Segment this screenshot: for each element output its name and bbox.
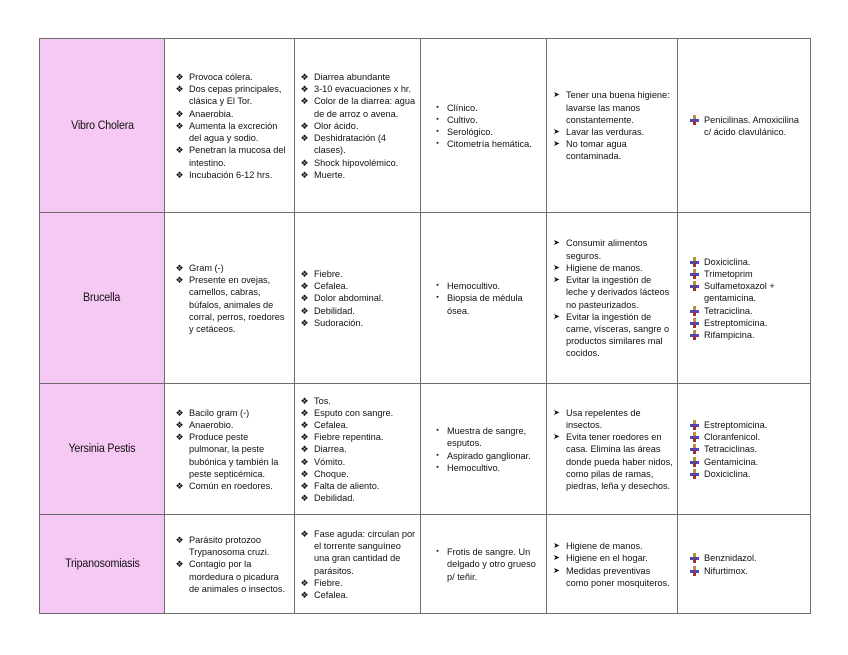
list-item-text: Estreptomicina.	[704, 419, 768, 430]
table-row	[40, 515, 811, 614]
list-item	[173, 262, 290, 274]
features-cell	[165, 213, 295, 384]
diamond-bullet-icon: ❖	[175, 432, 184, 443]
list-item	[173, 431, 290, 480]
list-item-text: Gentamicina.	[704, 456, 759, 467]
diamond-bullet-icon: ❖	[300, 432, 309, 443]
list-item	[688, 468, 806, 480]
list-item-text: Tetraciclina.	[704, 305, 753, 316]
bullet-list	[550, 407, 673, 492]
bullet-list	[688, 552, 806, 576]
list-item	[431, 292, 542, 316]
list-item-text: Incubación 6-12 hrs.	[189, 169, 273, 180]
list-item	[688, 565, 806, 577]
list-item-text: Parásito protozoo Trypanosoma cruzi.	[189, 534, 270, 558]
list-item-text: Higiene de manos.	[566, 262, 643, 273]
diamond-bullet-icon: ❖	[300, 444, 309, 455]
list-item	[298, 120, 416, 132]
list-item-text: Bacilo gram (-)	[189, 407, 250, 418]
treatment-cell	[678, 213, 811, 384]
list-item	[173, 83, 290, 107]
list-item-text: Tetraciclinas.	[704, 444, 758, 455]
list-item-text: Nifurtimox.	[704, 565, 748, 576]
list-item	[688, 280, 806, 304]
list-item-text: Usa repelentes de insectos.	[566, 407, 641, 430]
diamond-bullet-icon: ❖	[300, 456, 309, 467]
diamond-bullet-icon: ❖	[175, 481, 184, 491]
diamond-bullet-icon: ❖	[300, 528, 309, 539]
list-item	[298, 431, 416, 443]
diamond-bullet-icon: ❖	[300, 281, 309, 292]
square-bullet-icon: ▪	[436, 140, 439, 148]
list-item	[431, 138, 542, 150]
square-bullet-icon: ▪	[436, 451, 439, 459]
square-bullet-icon: ▪	[436, 463, 439, 471]
diamond-bullet-icon: ❖	[300, 468, 309, 479]
diamond-bullet-icon: ❖	[300, 72, 309, 83]
bullet-list	[431, 280, 542, 317]
list-item	[688, 317, 806, 329]
list-item	[550, 431, 673, 492]
list-item-text: Común en roedores.	[189, 481, 273, 491]
prevention-cell	[547, 515, 678, 614]
diamond-bullet-icon: ❖	[175, 262, 184, 273]
list-item	[550, 262, 673, 274]
treatment-cell	[678, 384, 811, 515]
list-item-text: Trimetoprim	[704, 268, 753, 279]
list-item	[550, 237, 673, 261]
list-item-text: Penetran la mucosa del intestino.	[189, 145, 286, 168]
list-item-text: Sudoración.	[314, 317, 364, 328]
disease-name: Tripanosomiasis	[64, 556, 140, 571]
list-item	[688, 305, 806, 317]
list-item-text: Contagio por la mordedura o picadura de animales o insectos.	[189, 559, 286, 594]
arrow-bullet-icon: ➤	[553, 311, 560, 321]
bullet-list	[173, 407, 290, 492]
list-item-text: Tener una buena higiene: lavarse las manos constantemente.	[566, 90, 670, 125]
diamond-bullet-icon: ❖	[175, 534, 184, 545]
square-bullet-icon: ▪	[436, 294, 439, 302]
square-bullet-icon: ▪	[436, 427, 439, 435]
arrow-bullet-icon: ➤	[553, 238, 560, 248]
list-item	[298, 395, 416, 407]
list-item-text: Hemocultivo.	[447, 462, 501, 473]
list-item-text: Biopsia de médula ósea.	[447, 293, 523, 316]
square-bullet-icon: ▪	[436, 128, 439, 135]
list-item-text: Fiebre.	[314, 577, 343, 588]
list-item-text: Clínico.	[447, 102, 478, 113]
list-item	[298, 83, 416, 95]
list-item-text: Aspirado ganglionar.	[447, 450, 531, 461]
list-item-text: Citometría hemática.	[447, 139, 532, 150]
list-item	[550, 126, 673, 138]
disease-table-body	[40, 39, 811, 614]
square-bullet-icon: ▪	[436, 103, 439, 111]
diagnosis-cell	[421, 384, 547, 515]
bullet-list	[173, 71, 290, 181]
list-item-text: Color de la diarrea: agua de de arroz o avena.	[314, 96, 416, 119]
list-item	[550, 311, 673, 360]
list-item-text: Anaerobio.	[189, 419, 234, 430]
list-item-text: Falta de aliento.	[314, 481, 380, 491]
medication-cross-icon	[688, 565, 701, 579]
list-item-text: Deshidratación (4 clases).	[314, 133, 387, 156]
list-item	[298, 317, 416, 329]
diamond-bullet-icon: ❖	[300, 577, 309, 588]
features-cell	[165, 515, 295, 614]
list-item-text: Doxiciclina.	[704, 256, 751, 267]
diamond-bullet-icon: ❖	[300, 481, 309, 491]
list-item-text: Aumenta la excreción del agua y sodio.	[189, 120, 278, 144]
list-item-text: Evita tener roedores en casa. Elimina las áreas donde pueda haber nidos, como pilas de ramas, piedras, leña y desechos.	[566, 432, 673, 491]
list-item-text: 3-10 evacuaciones x hr.	[314, 84, 412, 95]
list-item-text: Muestra de sangre, esputos.	[447, 426, 527, 449]
diamond-bullet-icon: ❖	[175, 84, 184, 95]
disease-name: Vibro Cholera	[70, 117, 134, 132]
list-item	[298, 480, 416, 492]
medication-cross-icon	[688, 114, 701, 128]
bullet-list	[688, 114, 806, 138]
list-item-text: Debilidad.	[314, 305, 355, 316]
list-item-text: Cefalea.	[314, 419, 349, 430]
disease-name: Brucella	[83, 290, 121, 305]
prevention-cell	[547, 384, 678, 515]
list-item	[173, 144, 290, 168]
list-item-text: Consumir alimentos seguros.	[566, 238, 648, 261]
list-item	[298, 407, 416, 419]
list-item-text: Fase aguda: circulan por el torrente sanguíneo una gran cantidad de parásitos.	[314, 528, 416, 576]
bullet-list	[688, 256, 806, 341]
square-bullet-icon: ▪	[436, 282, 439, 290]
medication-cross-icon	[688, 329, 701, 343]
arrow-bullet-icon: ➤	[553, 275, 560, 285]
diamond-bullet-icon: ❖	[300, 120, 309, 131]
list-item-text: Fiebre.	[314, 268, 343, 279]
list-item	[550, 565, 673, 589]
list-item-text: Rifampicina.	[704, 330, 755, 340]
list-item	[173, 558, 290, 595]
list-item	[298, 443, 416, 455]
medication-cross-icon	[688, 280, 701, 294]
bullet-list	[298, 268, 416, 329]
diagnosis-cell	[421, 39, 547, 213]
list-item	[431, 546, 542, 583]
bullet-list	[550, 540, 673, 589]
symptoms-cell	[295, 515, 421, 614]
list-item-text: No tomar agua contaminada.	[566, 139, 627, 162]
medication-cross-icon	[688, 468, 701, 482]
disease-name-cell	[40, 515, 165, 614]
list-item-text: Debilidad.	[314, 493, 355, 504]
list-item	[550, 89, 673, 126]
diamond-bullet-icon: ❖	[300, 493, 309, 504]
treatment-cell	[678, 515, 811, 614]
list-item	[298, 468, 416, 480]
arrow-bullet-icon: ➤	[553, 553, 560, 563]
list-item	[173, 534, 290, 558]
diamond-bullet-icon: ❖	[300, 317, 309, 328]
list-item	[173, 71, 290, 83]
list-item	[688, 443, 806, 455]
list-item-text: Muerte.	[314, 169, 346, 180]
diamond-bullet-icon: ❖	[300, 96, 309, 107]
list-item	[298, 528, 416, 577]
symptoms-cell	[295, 39, 421, 213]
list-item	[298, 589, 416, 601]
list-item-text: Shock hipovolémico.	[314, 157, 399, 168]
list-item-text: Diarrea abundante	[314, 72, 391, 83]
list-item-text: Provoca cólera.	[189, 72, 253, 83]
list-item	[173, 120, 290, 144]
list-item	[688, 419, 806, 431]
list-item	[431, 126, 542, 138]
list-item-text: Vómito.	[314, 456, 346, 467]
list-item	[688, 114, 806, 138]
list-item-text: Fiebre repentina.	[314, 432, 384, 443]
list-item-text: Hemocultivo.	[447, 281, 501, 292]
list-item	[298, 305, 416, 317]
arrow-bullet-icon: ➤	[553, 90, 560, 100]
list-item	[688, 329, 806, 341]
list-item	[550, 274, 673, 311]
list-item	[431, 114, 542, 126]
list-item-text: Evitar la ingestión de leche y derivados lácteos no pasteurizados.	[566, 275, 670, 310]
list-item	[298, 292, 416, 304]
list-item	[298, 95, 416, 119]
arrow-bullet-icon: ➤	[553, 407, 560, 417]
list-item	[688, 256, 806, 268]
list-item	[173, 480, 290, 492]
list-item	[173, 169, 290, 181]
features-cell	[165, 39, 295, 213]
bullet-list	[298, 395, 416, 505]
diamond-bullet-icon: ❖	[175, 419, 184, 430]
symptoms-cell	[295, 213, 421, 384]
list-item	[688, 268, 806, 280]
list-item-text: Cefalea.	[314, 281, 349, 292]
list-item	[298, 132, 416, 156]
features-cell	[165, 384, 295, 515]
list-item	[688, 456, 806, 468]
list-item	[431, 450, 542, 462]
diamond-bullet-icon: ❖	[175, 120, 184, 131]
list-item-text: Frotis de sangre. Un delgado y otro grueso p/ teñir.	[447, 547, 536, 582]
list-item	[298, 169, 416, 181]
bullet-list	[431, 425, 542, 474]
bullet-list	[550, 89, 673, 162]
list-item-text: Benznidazol.	[704, 553, 757, 564]
list-item-text: Choque.	[314, 468, 349, 479]
diamond-bullet-icon: ❖	[300, 157, 309, 168]
list-item-text: Doxiciclina.	[704, 468, 751, 479]
diamond-bullet-icon: ❖	[175, 169, 184, 180]
list-item	[298, 268, 416, 280]
diamond-bullet-icon: ❖	[175, 145, 184, 156]
disease-name-cell	[40, 213, 165, 384]
list-item	[173, 274, 290, 335]
diamond-bullet-icon: ❖	[175, 275, 184, 286]
square-bullet-icon: ▪	[436, 548, 439, 556]
list-item-text: Gram (-)	[189, 262, 224, 273]
list-item	[431, 102, 542, 114]
arrow-bullet-icon: ➤	[553, 262, 560, 272]
list-item	[298, 492, 416, 504]
list-item-text: Cefalea.	[314, 589, 349, 600]
diamond-bullet-icon: ❖	[300, 305, 309, 316]
treatment-cell	[678, 39, 811, 213]
diamond-bullet-icon: ❖	[175, 407, 184, 418]
symptoms-cell	[295, 384, 421, 515]
arrow-bullet-icon: ➤	[553, 139, 560, 149]
bullet-list	[298, 528, 416, 601]
list-item-text: Presente en ovejas, camellos, cabras, búfalos, animales de corral, perros, roedores y cetáceos.	[189, 275, 285, 334]
bullet-list	[550, 237, 673, 359]
bullet-list	[298, 71, 416, 181]
bullet-list	[173, 534, 290, 595]
diamond-bullet-icon: ❖	[300, 407, 309, 418]
diamond-bullet-icon: ❖	[300, 84, 309, 95]
list-item	[298, 71, 416, 83]
disease-table	[39, 38, 811, 614]
square-bullet-icon: ▪	[436, 115, 439, 123]
bullet-list	[173, 262, 290, 335]
bullet-list	[431, 546, 542, 583]
prevention-cell	[547, 213, 678, 384]
list-item-text: Sulfametoxazol + gentamicina.	[704, 281, 775, 304]
list-item-text: Lavar las verduras.	[566, 127, 645, 137]
list-item-text: Dos cepas principales, clásica y El Tor.	[189, 84, 282, 107]
table-row	[40, 39, 811, 213]
list-item-text: Produce peste pulmonar, la peste bubónica y también la peste septicémica.	[189, 432, 279, 479]
list-item-text: Dolor abdominal.	[314, 293, 384, 304]
diamond-bullet-icon: ❖	[300, 395, 309, 406]
list-item-text: Evitar la ingestión de carne, vísceras, sangre o productos similares mal cocidos.	[566, 311, 670, 359]
diamond-bullet-icon: ❖	[300, 169, 309, 180]
list-item-text: Tos.	[314, 395, 331, 406]
list-item-text: Estreptomicina.	[704, 317, 768, 328]
list-item-text: Esputo con sangre.	[314, 407, 394, 418]
list-item-text: Medidas preventivas como poner mosquiteros.	[566, 565, 670, 588]
arrow-bullet-icon: ➤	[553, 127, 560, 136]
list-item-text: Cultivo.	[447, 114, 478, 125]
diamond-bullet-icon: ❖	[300, 293, 309, 304]
list-item	[173, 108, 290, 120]
list-item	[298, 280, 416, 292]
list-item	[298, 419, 416, 431]
arrow-bullet-icon: ➤	[553, 432, 560, 442]
disease-name-cell	[40, 39, 165, 213]
arrow-bullet-icon: ➤	[553, 565, 560, 575]
list-item	[550, 138, 673, 162]
list-item	[688, 431, 806, 443]
list-item	[173, 407, 290, 419]
diagnosis-cell	[421, 213, 547, 384]
table-row	[40, 384, 811, 515]
diamond-bullet-icon: ❖	[300, 589, 309, 600]
list-item	[298, 157, 416, 169]
list-item-text: Higiene de manos.	[566, 541, 643, 552]
arrow-bullet-icon: ➤	[553, 541, 560, 551]
list-item-text: Higiene en el hogar.	[566, 553, 648, 564]
diamond-bullet-icon: ❖	[175, 559, 184, 570]
diagnosis-cell	[421, 515, 547, 614]
list-item	[298, 456, 416, 468]
list-item-text: Anaerobia.	[189, 108, 234, 119]
table-row	[40, 213, 811, 384]
list-item	[688, 552, 806, 564]
prevention-cell	[547, 39, 678, 213]
list-item	[431, 280, 542, 292]
list-item	[298, 577, 416, 589]
diamond-bullet-icon: ❖	[300, 133, 309, 144]
disease-name-cell	[40, 384, 165, 515]
list-item	[550, 407, 673, 431]
list-item-text: Serológico.	[447, 127, 493, 137]
diamond-bullet-icon: ❖	[175, 108, 184, 119]
disease-name: Yersinia Pestis	[68, 441, 136, 456]
list-item-text: Olor ácido.	[314, 120, 359, 131]
bullet-list	[431, 102, 542, 151]
list-item	[550, 552, 673, 564]
bullet-list	[688, 419, 806, 480]
list-item-text: Diarrea.	[314, 444, 347, 455]
list-item	[550, 540, 673, 552]
list-item	[431, 425, 542, 449]
list-item-text: Penicilinas. Amoxicilina c/ ácido clavulánico.	[704, 114, 799, 137]
list-item	[431, 462, 542, 474]
list-item-text: Cloranfenicol.	[704, 432, 761, 443]
diamond-bullet-icon: ❖	[300, 268, 309, 279]
list-item	[173, 419, 290, 431]
diamond-bullet-icon: ❖	[300, 419, 309, 430]
diamond-bullet-icon: ❖	[175, 72, 184, 83]
